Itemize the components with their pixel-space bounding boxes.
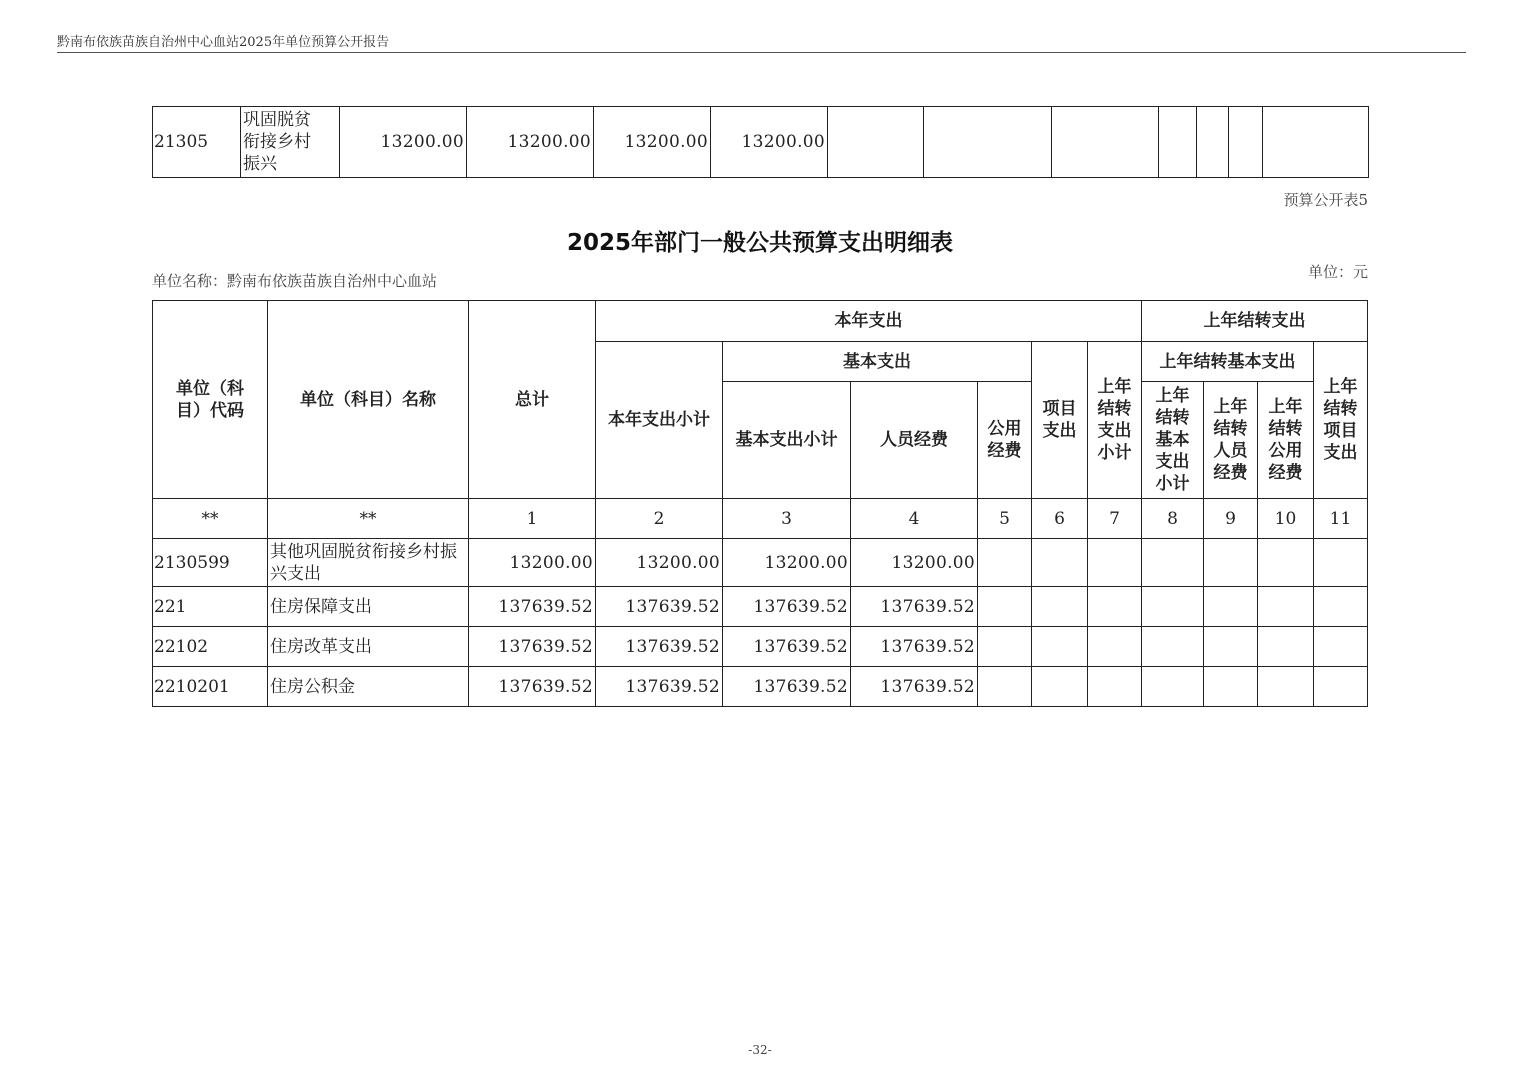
index-cell: 4 xyxy=(851,499,978,539)
col-carryover-subtotal-header: 上年结转支出小计 xyxy=(1088,342,1142,499)
col-carryover-header: 上年结转支出 xyxy=(1142,301,1368,342)
row-name: 住房保障支出 xyxy=(268,587,469,627)
index-cell: 1 xyxy=(469,499,596,539)
row-subtotal: 13200.00 xyxy=(467,107,594,178)
index-cell: 7 xyxy=(1088,499,1142,539)
row-personnel: 13200.00 xyxy=(711,107,828,178)
index-cell: ** xyxy=(268,499,469,539)
unit-label: 单位：元 xyxy=(1307,263,1368,281)
empty-cell xyxy=(1314,587,1368,627)
row-code: 2130599 xyxy=(153,539,268,587)
row-personnel: 137639.52 xyxy=(851,587,978,627)
header-rule xyxy=(57,52,1466,53)
empty-cell xyxy=(1032,667,1088,707)
empty-cell xyxy=(1204,667,1258,707)
empty-cell xyxy=(1204,587,1258,627)
table-row xyxy=(153,539,1368,587)
index-cell: 10 xyxy=(1258,499,1314,539)
empty-cell xyxy=(1314,627,1368,667)
empty-cell xyxy=(1314,667,1368,707)
col-total-header: 总计 xyxy=(469,301,596,499)
row-code: 2210201 xyxy=(153,667,268,707)
row-code: 22102 xyxy=(153,627,268,667)
index-cell: ** xyxy=(153,499,268,539)
col-personnel-header: 人员经费 xyxy=(851,382,978,499)
empty-cell xyxy=(1052,107,1159,178)
row-subtotal: 137639.52 xyxy=(596,667,723,707)
col-carryover-basic-subtotal-header: 上年结转基本支出小计 xyxy=(1142,382,1204,499)
row-name-line: 衔接乡村 xyxy=(243,132,311,152)
expenditure-table xyxy=(152,300,1368,707)
col-current-subtotal-header: 本年支出小计 xyxy=(596,342,723,499)
table-row xyxy=(153,627,1368,667)
table-row xyxy=(153,587,1368,627)
col-basic-subtotal-header: 基本支出小计 xyxy=(723,382,851,499)
row-name: 其他巩固脱贫衔接乡村振兴支出 xyxy=(268,539,469,587)
empty-cell xyxy=(1032,539,1088,587)
table-row xyxy=(153,107,1369,178)
row-personnel: 13200.00 xyxy=(851,539,978,587)
col-project-header: 项目支出 xyxy=(1032,342,1088,499)
index-cell: 6 xyxy=(1032,499,1088,539)
row-name: 住房公积金 xyxy=(268,667,469,707)
col-name-header: 单位（科目）名称 xyxy=(268,301,469,499)
col-carryover-project-header: 上年结转项目支出 xyxy=(1314,342,1368,499)
row-name xyxy=(241,107,340,178)
row-subtotal: 137639.52 xyxy=(596,587,723,627)
row-basic-subtotal: 13200.00 xyxy=(594,107,711,178)
row-code: 221 xyxy=(153,587,268,627)
row-basic-subtotal: 13200.00 xyxy=(723,539,851,587)
empty-cell xyxy=(1204,627,1258,667)
empty-cell xyxy=(1032,587,1088,627)
empty-cell xyxy=(1263,107,1369,178)
empty-cell xyxy=(1088,539,1142,587)
row-subtotal: 137639.52 xyxy=(596,627,723,667)
row-total: 137639.52 xyxy=(469,627,596,667)
index-row xyxy=(153,499,1368,539)
index-cell: 3 xyxy=(723,499,851,539)
empty-cell xyxy=(1197,107,1229,178)
row-personnel: 137639.52 xyxy=(851,667,978,707)
empty-cell xyxy=(1088,667,1142,707)
empty-cell xyxy=(1142,587,1204,627)
col-carryover-personnel-header: 上年结转人员经费 xyxy=(1204,382,1258,499)
empty-cell xyxy=(924,107,1052,178)
empty-cell xyxy=(1032,627,1088,667)
index-cell: 11 xyxy=(1314,499,1368,539)
table-row xyxy=(153,667,1368,707)
table-number: 预算公开表5 xyxy=(1283,191,1368,209)
empty-cell xyxy=(978,587,1032,627)
row-personnel: 137639.52 xyxy=(851,627,978,667)
empty-cell xyxy=(1142,627,1204,667)
page-title: 2025年部门一般公共预算支出明细表 xyxy=(566,230,953,256)
row-total: 13200.00 xyxy=(469,539,596,587)
empty-cell xyxy=(1142,539,1204,587)
index-cell: 2 xyxy=(596,499,723,539)
index-cell: 5 xyxy=(978,499,1032,539)
continued-table xyxy=(152,106,1369,178)
row-basic-subtotal: 137639.52 xyxy=(723,667,851,707)
empty-cell xyxy=(1258,627,1314,667)
row-name: 住房改革支出 xyxy=(268,627,469,667)
row-name-line: 振兴 xyxy=(243,154,277,174)
empty-cell xyxy=(1229,107,1263,178)
empty-cell xyxy=(1159,107,1197,178)
empty-cell xyxy=(978,627,1032,667)
page-number: -32- xyxy=(748,1043,772,1057)
index-cell: 8 xyxy=(1142,499,1204,539)
col-basic-header: 基本支出 xyxy=(723,342,1032,382)
col-carryover-public-header: 上年结转公用经费 xyxy=(1258,382,1314,499)
empty-cell xyxy=(1314,539,1368,587)
unit-name: 单位名称：黔南布依族苗族自治州中心血站 xyxy=(152,272,438,290)
index-cell: 9 xyxy=(1204,499,1258,539)
empty-cell xyxy=(1258,587,1314,627)
empty-cell xyxy=(1142,667,1204,707)
empty-cell xyxy=(1088,627,1142,667)
row-basic-subtotal: 137639.52 xyxy=(723,587,851,627)
row-subtotal: 13200.00 xyxy=(596,539,723,587)
empty-cell xyxy=(828,107,924,178)
row-total: 137639.52 xyxy=(469,587,596,627)
col-code-header: 单位（科目）代码 xyxy=(153,301,268,499)
row-total: 13200.00 xyxy=(340,107,467,178)
empty-cell xyxy=(1204,539,1258,587)
row-name-line: 巩固脱贫 xyxy=(243,110,311,130)
row-code: 21305 xyxy=(153,107,241,178)
empty-cell xyxy=(978,539,1032,587)
row-basic-subtotal: 137639.52 xyxy=(723,627,851,667)
empty-cell xyxy=(1258,539,1314,587)
empty-cell xyxy=(978,667,1032,707)
empty-cell xyxy=(1088,587,1142,627)
row-total: 137639.52 xyxy=(469,667,596,707)
col-current-year-header: 本年支出 xyxy=(596,301,1142,342)
empty-cell xyxy=(1258,667,1314,707)
col-public-header: 公用经费 xyxy=(978,382,1032,499)
col-carryover-basic-header: 上年结转基本支出 xyxy=(1142,342,1314,382)
running-header: 黔南布依族苗族自治州中心血站2025年单位预算公开报告 xyxy=(57,35,390,50)
